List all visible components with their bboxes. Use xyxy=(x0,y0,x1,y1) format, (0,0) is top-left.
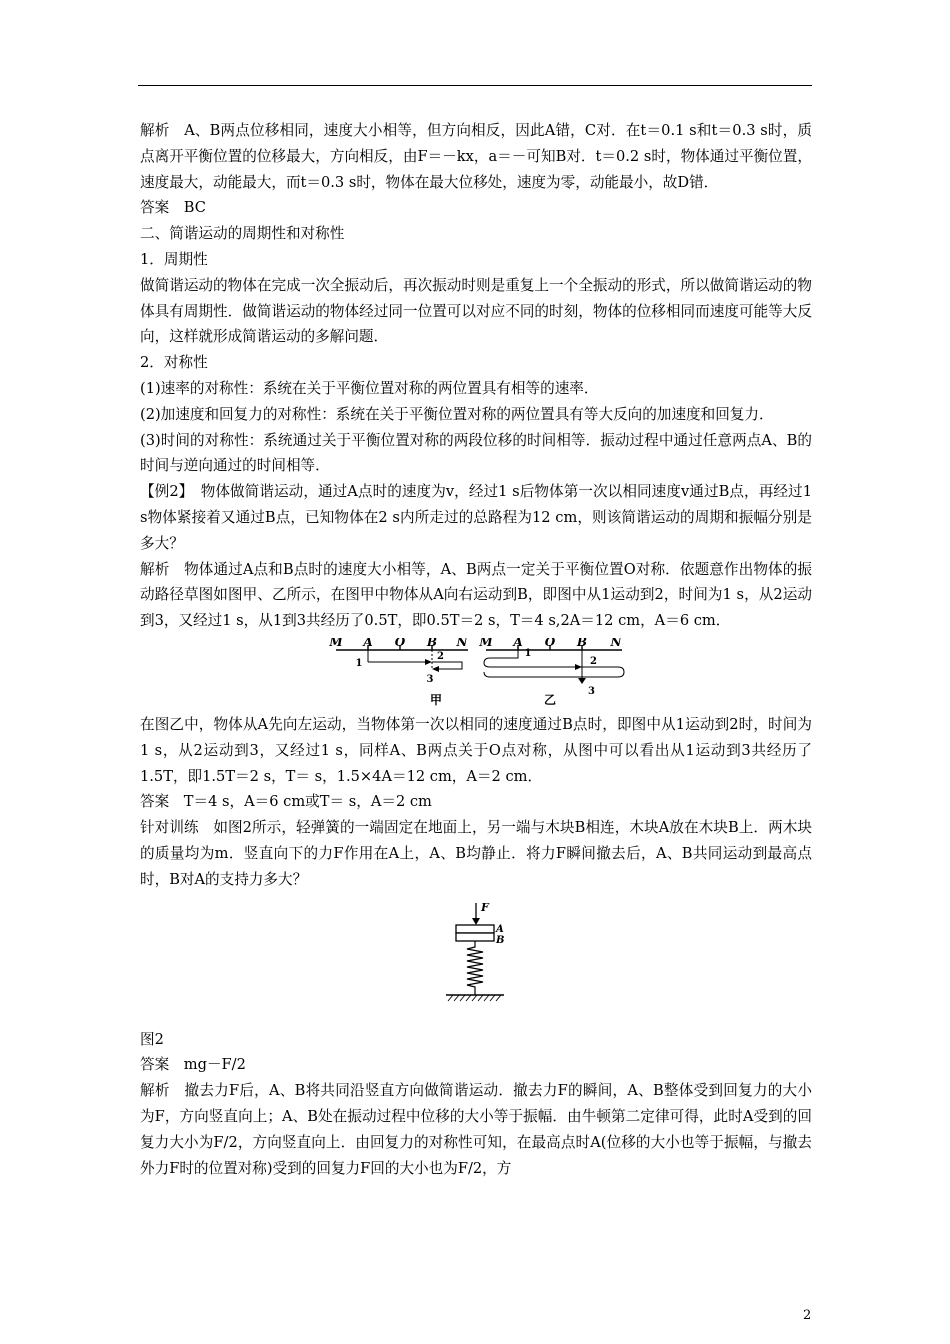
right-point-m: M xyxy=(479,637,493,649)
block-a-label: A xyxy=(496,923,504,935)
answer-2: 答案 T＝4 s，A＝6 cm或T＝ s，A＝2 cm xyxy=(140,793,432,811)
analysis-paragraph-2: 解析 物体通过A点和B点时的速度大小相等，A、B两点一定关于平衡位置O对称．依题意作出物体的振动路径草图如图甲、乙所示，在图甲中物体从A向右运动到B，即图中从1运动到2，时间为1 s，从2运动到3，又经过1 s，从1到3共经历了0.5T，即0.5T＝2 s，T＝4 s,2A＝12 cm，A＝6 cm． xyxy=(140,560,812,630)
figure-2-caption: 图2 xyxy=(140,1030,164,1048)
right-point-n: N xyxy=(610,637,622,649)
answer-3: 答案 mg－F/2 xyxy=(140,1056,246,1074)
section-heading: 二、简谐运动的周期性和对称性 xyxy=(140,225,345,243)
left-step-2: 2 xyxy=(437,650,444,662)
left-point-a: A xyxy=(363,637,373,649)
page-number: 2 xyxy=(803,1308,812,1323)
left-point-n: N xyxy=(456,637,468,649)
figure-jia-yi xyxy=(140,638,812,712)
vibration-path-diagram xyxy=(140,638,812,712)
right-step-1: 1 xyxy=(524,647,532,659)
figure-2 xyxy=(140,899,812,1027)
periodicity-text: 做简谐运动的物体在完成一次全振动后，再次振动时则是重复上一个全振动的形式，所以做简谐运动的物体具有周期性．做简谐运动的物体经过同一位置可以对应不同的时刻，物体的位移相同而速度可能等大反向，这样就形成简谐运动的多解问题． xyxy=(140,276,812,346)
spring-block-diagram xyxy=(140,899,812,1027)
force-label: F xyxy=(481,900,489,914)
subheading-symmetry: 2．对称性 xyxy=(140,354,208,372)
left-point-m: M xyxy=(329,637,343,649)
right-step-3: 3 xyxy=(588,685,595,697)
right-caption: 乙 xyxy=(543,692,557,707)
right-point-a: A xyxy=(513,637,523,649)
right-point-b: B xyxy=(576,637,588,649)
example-2: 【例2】 物体做简谐运动，通过A点时的速度为v，经过1 s后物体第一次以相同速度v通过B点，再经过1 s物体紧接着又通过B点，已知物体在2 s内所走过的总路程为12 cm，则该简谐运动的周期和振幅分别是多大？ xyxy=(140,483,812,552)
left-step-1: 1 xyxy=(355,657,363,669)
symmetry-item-2: (2)加速度和回复力的对称性：系统在关于平衡位置对称的两位置具有等大反向的加速度和回复力． xyxy=(140,405,774,423)
symmetry-item-1: (1)速率的对称性：系统在关于平衡位置对称的两位置具有相等的速率． xyxy=(140,379,599,397)
subheading-periodicity: 1．周期性 xyxy=(140,250,208,268)
left-caption: 甲 xyxy=(429,692,443,707)
right-step-2: 2 xyxy=(590,655,597,667)
block-b-label: B xyxy=(496,934,505,946)
page-content xyxy=(140,118,812,1181)
left-point-o: O xyxy=(394,637,406,649)
analysis-paragraph-4: 解析 撤去力F后，A、B将共同沿竖直方向做简谐运动．撤去力F的瞬间，A、B整体受到回复力的大小为F，方向竖直向上；A、B处在振动过程中位移的大小等于振幅．由牛顿第二定律可得，此时A受到的回复力大小为F/2，方向竖直向上．由回复力的对称性可知，在最高点时A(位移的大小也等于振幅，与撤去外力F时的位置对称)受到的回复力F回的大小也为F/2，方 xyxy=(140,1082,812,1177)
analysis-paragraph-1: 解析 A、B两点位移相同，速度大小相等，但方向相反，因此A错，C对．在t＝0.1 s和t＝0.3 s时，质点离开平衡位置的位移最大，方向相反，由F＝－kx，a＝－可知B对．t＝0.2 s时，物体通过平衡位置，速度最大，动能最大，而t＝0.3 s时，物体在最大位移处，速度为零，动能最小，故D错． xyxy=(140,122,812,191)
left-step-3: 3 xyxy=(426,673,434,685)
symmetry-item-3: (3)时间的对称性：系统通过关于平衡位置对称的两段位移的时间相等．振动过程中通过任意两点A、B的时间与逆向通过的时间相等． xyxy=(140,431,812,475)
practice-problem: 针对训练 如图2所示，轻弹簧的一端固定在地面上，另一端与木块B相连，木块A放在木块B上．两木块的质量均为m．竖直向下的力F作用在A上，A、B均静止．将力F瞬间撤去后，A、B共同运动到最高点时，B对A的支持力多大？ xyxy=(140,819,812,888)
analysis-paragraph-3: 在图乙中，物体从A先向左运动，当物体第一次以相同的速度通过B点时，即图中从1运动到2时，时间为1 s，从2运动到3，又经过1 s，同样A、B两点关于O点对称，从图中可以看出从1运动到3共经历了1.5T，即1.5T＝2 s，T＝ s，1.5×4A＝12 cm，A＝2 cm． xyxy=(140,715,812,785)
answer-1: 答案 BC xyxy=(140,199,206,217)
header-rule xyxy=(138,85,812,86)
right-point-o: O xyxy=(544,637,556,649)
left-point-b: B xyxy=(426,637,438,649)
